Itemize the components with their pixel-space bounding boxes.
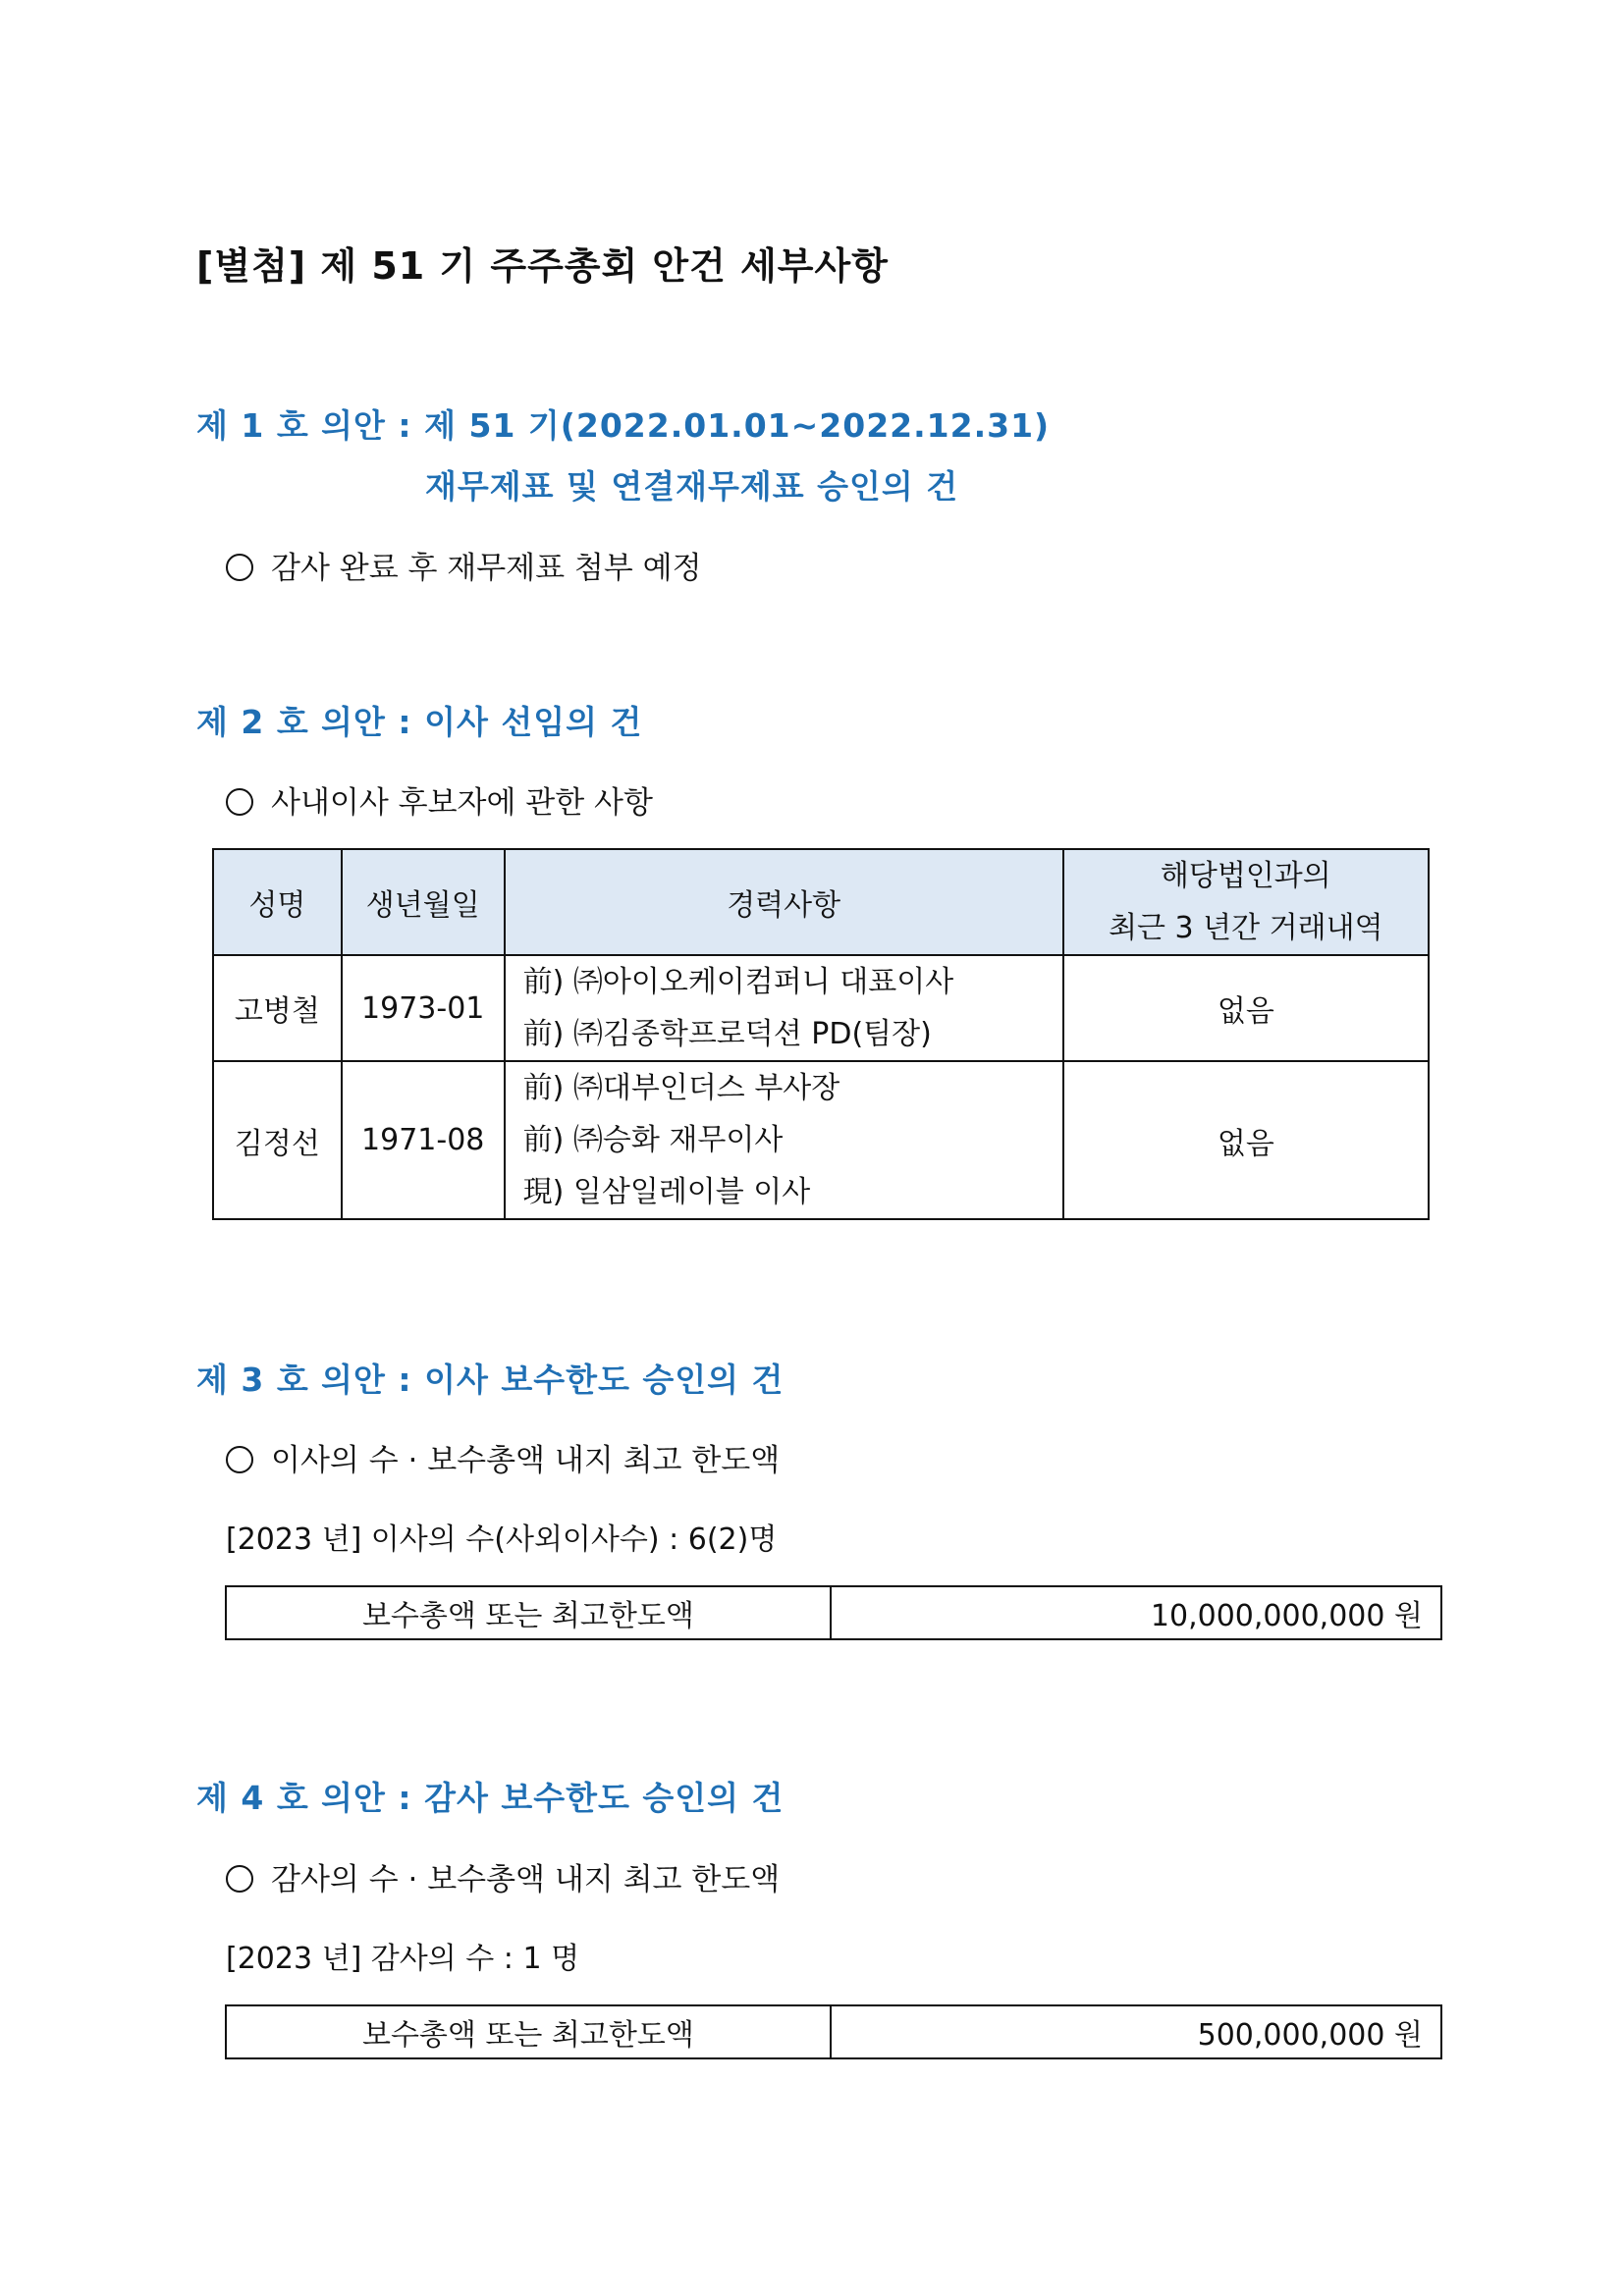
career-line: 前) ㈜대부인더스 부사장 xyxy=(522,1071,840,1105)
agenda-1-heading-line2: 재무제표 및 연결재무제표 승인의 건 xyxy=(425,467,959,506)
agenda-4-bullet-text: 감사의 수 · 보수총액 내지 최고 한도액 xyxy=(271,1862,781,1897)
career-line: 現) 일삼일레이블 이사 xyxy=(522,1175,811,1209)
circle-bullet-icon xyxy=(226,788,253,816)
agenda-3-bullet-text: 이사의 수 · 보수총액 내지 최고 한도액 xyxy=(271,1443,781,1478)
compensation-amount: 500,000,000 원 xyxy=(831,2005,1441,2058)
cell-transactions: 없음 xyxy=(1063,1061,1429,1219)
cell-birth: 1971-08 xyxy=(342,1061,505,1219)
agenda-2-bullet xyxy=(226,777,653,822)
header-career: 경력사항 xyxy=(505,849,1063,955)
agenda-4-bullet xyxy=(226,1854,780,1898)
cell-name: 고병철 xyxy=(213,955,342,1061)
table-row xyxy=(226,2005,1441,2058)
cell-career xyxy=(505,955,1063,1061)
agenda-2-heading: 제 2 호 의안 : 이사 선임의 건 xyxy=(196,703,643,741)
header-birth: 생년월일 xyxy=(342,849,505,955)
document-title: [별첨] 제 51 기 주주총회 안건 세부사항 xyxy=(196,244,889,288)
cell-career xyxy=(505,1061,1063,1219)
header-transactions xyxy=(1063,849,1429,955)
circle-bullet-icon xyxy=(226,554,253,581)
table-row xyxy=(226,1586,1441,1639)
agenda-1-bullet-text: 감사 완료 후 재무제표 첨부 예정 xyxy=(271,551,702,586)
agenda-4-heading: 제 4 호 의안 : 감사 보수한도 승인의 건 xyxy=(196,1779,785,1817)
director-candidates-table xyxy=(212,848,1430,1220)
cell-transactions: 없음 xyxy=(1063,955,1429,1061)
agenda-3-bullet xyxy=(226,1435,780,1479)
table-header-row xyxy=(213,849,1429,955)
career-line: 前) ㈜김종학프로덕션 PD(팀장) xyxy=(522,1017,932,1051)
director-compensation-table xyxy=(225,1585,1442,1640)
circle-bullet-icon xyxy=(226,1865,253,1893)
table-row xyxy=(213,955,1429,1061)
career-line: 前) ㈜아이오케이컴퍼니 대표이사 xyxy=(522,965,954,999)
agenda-1-bullet xyxy=(226,543,702,587)
cell-birth: 1973-01 xyxy=(342,955,505,1061)
agenda-4-note: [2023 년] 감사의 수 : 1 명 xyxy=(226,1942,580,1976)
agenda-3-note: [2023 년] 이사의 수(사외이사수) : 6(2)명 xyxy=(226,1522,778,1557)
header-transactions-line1: 해당법인과의 xyxy=(1160,859,1331,893)
circle-bullet-icon xyxy=(226,1446,253,1473)
compensation-label: 보수총액 또는 최고한도액 xyxy=(226,2005,831,2058)
compensation-amount: 10,000,000,000 원 xyxy=(831,1586,1441,1639)
compensation-label: 보수총액 또는 최고한도액 xyxy=(226,1586,831,1639)
cell-name: 김정선 xyxy=(213,1061,342,1219)
agenda-1-heading: 제 1 호 의안 : 제 51 기(2022.01.01~2022.12.31) xyxy=(196,406,1051,445)
auditor-compensation-table xyxy=(225,2004,1442,2059)
agenda-2-bullet-text: 사내이사 후보자에 관한 사항 xyxy=(271,785,653,821)
header-transactions-line2: 최근 3 년간 거래내역 xyxy=(1109,911,1383,945)
table-row xyxy=(213,1061,1429,1219)
agenda-3-heading: 제 3 호 의안 : 이사 보수한도 승인의 건 xyxy=(196,1361,785,1399)
career-line: 前) ㈜승화 재무이사 xyxy=(522,1123,784,1157)
header-name: 성명 xyxy=(213,849,342,955)
